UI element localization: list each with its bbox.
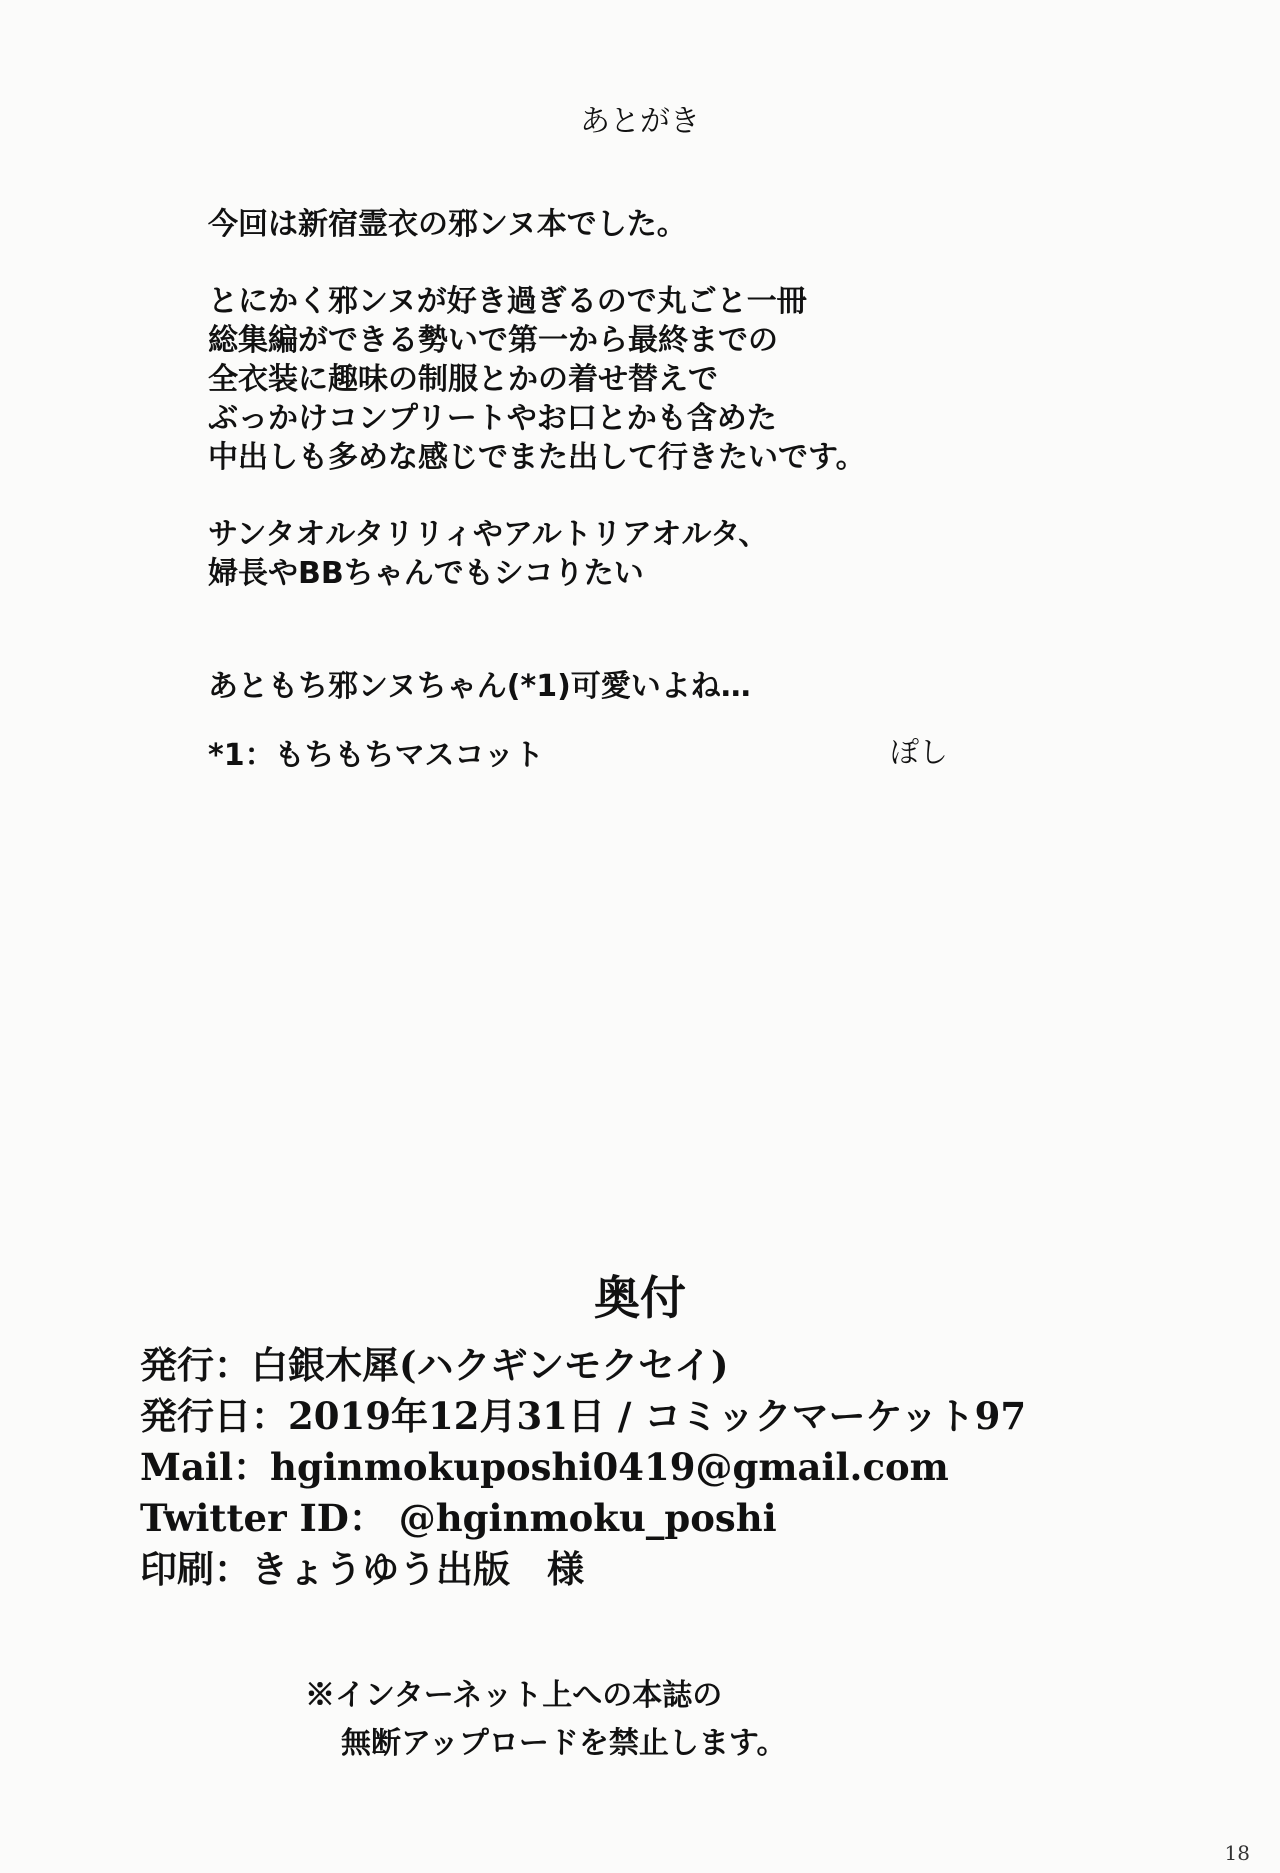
upload-notice: [305, 1672, 1005, 1768]
colophon-date: 発行日：2019年12月31日 / コミックマーケット97: [140, 1394, 1027, 1438]
footnote: [208, 736, 1108, 775]
colophon-printer: 印刷：きょうゆう出版 様: [140, 1547, 584, 1591]
afterword-title: あとがき: [580, 104, 700, 139]
notice-line: ※インターネット上への本誌の: [305, 1678, 723, 1713]
afterword-line: とにかく邪ンヌが好き過ぎるので丸ごと一冊: [208, 284, 807, 319]
afterword-paragraph: [208, 667, 1108, 706]
afterword-line: 今回は新宿霊衣の邪ンヌ本でした。: [208, 207, 687, 242]
afterword-line: 全衣装に趣味の制服とかの着せ替えで: [208, 362, 718, 397]
afterword-line: 婦長やBBちゃんでもシコりたい: [208, 556, 644, 591]
page-number: 18: [1224, 1841, 1250, 1865]
colophon-twitter: Twitter ID： @hginmoku_poshi: [140, 1496, 777, 1540]
colophon-publisher: 発行：白銀木犀(ハクギンモクセイ): [140, 1343, 729, 1387]
afterword-line: ぶっかけコンプリートやお口とかも含めた: [208, 401, 777, 436]
afterword-body: [208, 205, 1108, 775]
afterword-paragraph: [208, 205, 1108, 244]
footnote-line: *1：もちもちマスコット: [208, 738, 544, 773]
afterword-paragraph: [208, 515, 1108, 593]
author-signature: ぽし: [890, 735, 949, 769]
colophon-details: [140, 1340, 1200, 1595]
colophon-title: 奥付: [594, 1271, 686, 1325]
afterword-line: 中出しも多めな感じでまた出して行きたいです。: [208, 440, 866, 475]
afterword-line: 総集編ができる勢いで第一から最終までの: [208, 323, 778, 358]
notice-line: 無断アップロードを禁止します。: [341, 1726, 787, 1761]
colophon-mail: Mail：hginmokuposhi0419@gmail.com: [140, 1445, 949, 1489]
afterword-line: あともち邪ンヌちゃん(*1)可愛いよね…: [208, 669, 751, 704]
afterword-paragraph: [208, 282, 1108, 477]
afterword-line: サンタオルタリリィやアルトリアオルタ、: [208, 517, 769, 552]
